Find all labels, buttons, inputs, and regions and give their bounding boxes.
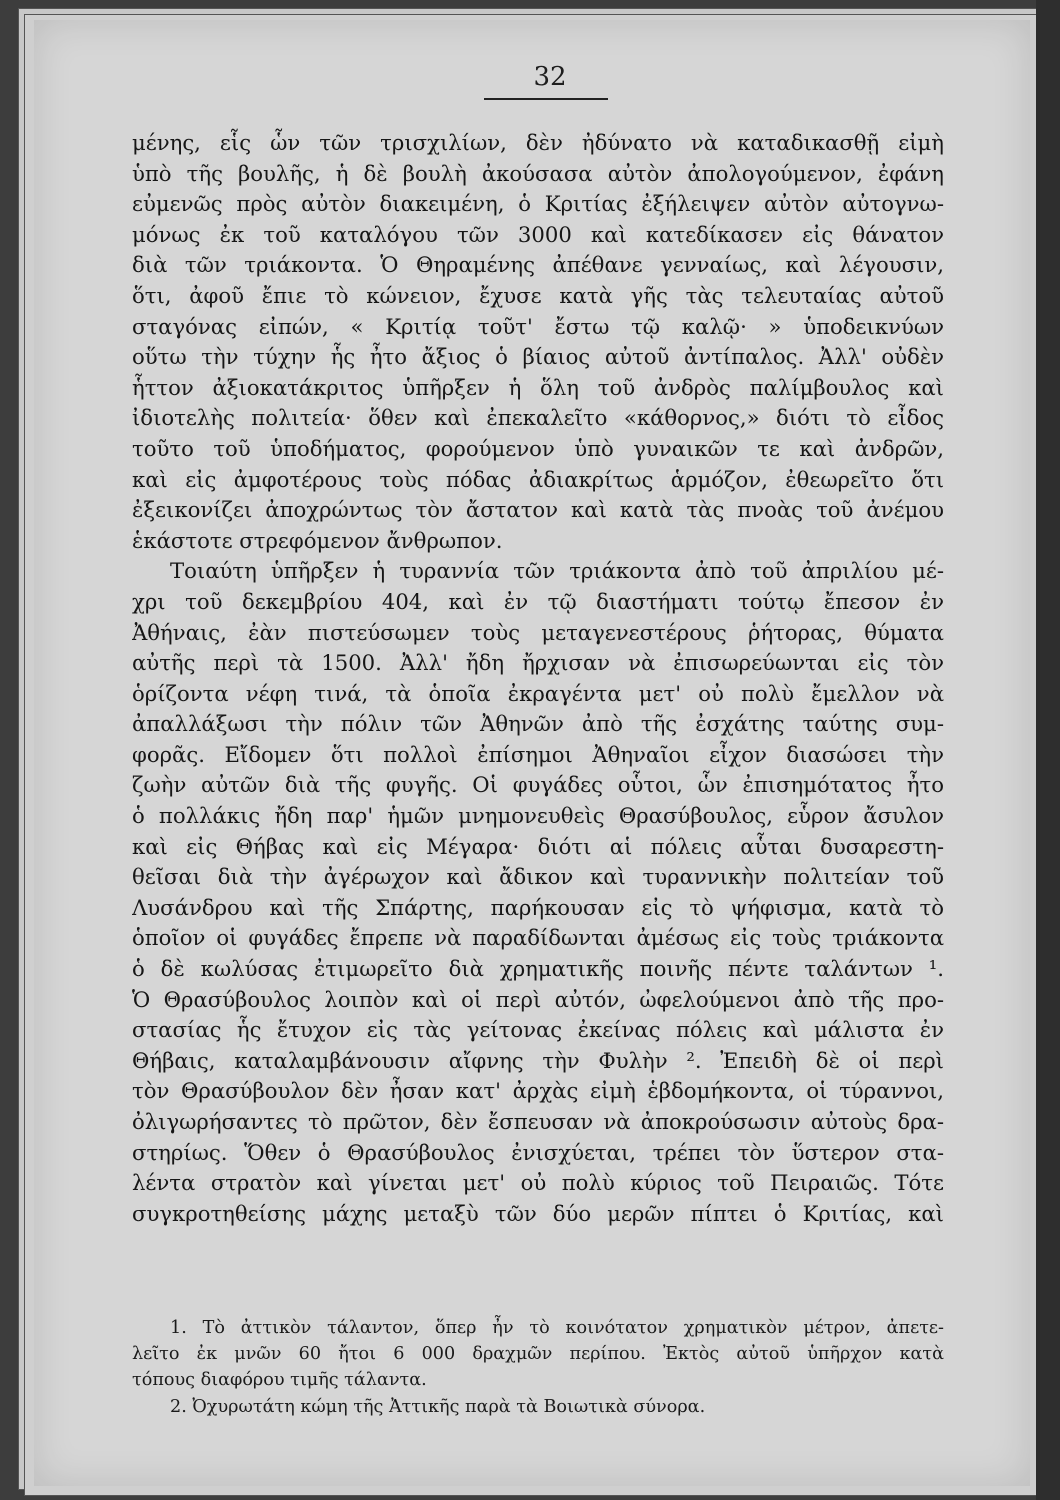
text-line: καὶ εἰς ἀμφοτέρους τοὺς πόδας ἀδιακρίτως ἁρμόζον, ἐθεωρεῖτο ὅτι [132,466,944,492]
footnote-line: τόπους διαφόρου τιμῆς τάλαντα. [132,1370,427,1391]
text-line: οὕτω τὴν τύχην ἧς ἦτο ἄξιος ὁ βίαιος αὐτοῦ ἀντίπαλος. Ἀλλ' οὐδὲν [132,344,944,370]
scan-edge [1036,0,1060,1500]
text-line: μένης, εἷς ὧν τῶν τρισχιλίων, δὲν ἠδύνατο νὰ καταδικασθῇ εἰμὴ [132,130,944,155]
text-line: ζωὴν αὐτῶν διὰ τῆς φυγῆς. Οἱ φυγάδες οὗτοι, ὧν ἐπισημότατος ἦτο [132,772,944,798]
text-line: Ὁ Θρασύβουλος λοιπὸν καὶ οἱ περὶ αὐτόν, ὠφελούμενοι ἀπὸ τῆς προ- [132,986,944,1012]
text-line: ἀπαλλάξωσι τὴν πόλιν τῶν Ἀθηνῶν ἀπὸ τῆς ἐσχάτης ταύτης συμ- [132,711,944,737]
text-line: ἐξεικονίζει ἀποχρώντως τὸν ἄστατον καὶ κατὰ τὰς πνοὰς τοῦ ἀνέμου [132,497,944,523]
body-text [132,128,944,1229]
text-line: διὰ τῶν τριάκοντα. Ὁ Θηραμένης ἀπέθανε γενναίως, καὶ λέγουσιν, [132,252,944,278]
text-line: μόνως ἐκ τοῦ καταλόγου τῶν 3000 καὶ κατεδίκασεν εἰς θάνατον [132,221,944,247]
text-line: αὐτῆς περὶ τὰ 1500. Ἀλλ' ἤδη ἤρχισαν νὰ ἐπισωρεύωνται εἰς τὸν [132,650,944,676]
text-line: θεῖσαι διὰ τὴν ἀγέρωχον καὶ ἄδικον καὶ τυραννικὴν πολιτείαν τοῦ [132,864,944,890]
text-line: συγκροτηθείσης μάχης μεταξὺ τῶν δύο μερῶν πίπτει ὁ Κριτίας, καὶ [132,1200,944,1226]
text-line: ὑπὸ τῆς βουλῆς, ἡ δὲ βουλὴ ἀκούσασα αὐτὸν ἀπολογούμενον, ἐφάνη [132,160,944,186]
text-line: στηρίως. Ὅθεν ὁ Θρασύβουλος ἐνισχύεται, τρέπει τὸν ὕστερον στα- [132,1139,944,1165]
page-number: 32 [533,62,567,92]
footnote-line: 2. Ὀχυρωτάτη κώμη τῆς Ἀττικῆς παρὰ τὰ Βοιωτικὰ σύνορα. [170,1396,706,1417]
book-page [34,20,1030,1486]
text-line: λέντα στρατὸν καὶ γίνεται μετ' οὐ πολὺ κύριος τοῦ Πειραιῶς. Τότε [132,1170,944,1196]
text-line: σταγόνας εἰπών, « Κριτίᾳ τοῦτ' ἔστω τῷ καλῷ· » ὑποδεικνύων [132,313,944,339]
text-line: ὅτι, ἀφοῦ ἔπιε τὸ κώνειον, ἔχυσε κατὰ γῆς τὰς τελευταίας αὐτοῦ [132,282,944,308]
text-line: ἰδιοτελὴς πολιτεία· ὅθεν καὶ ἐπεκαλεῖτο «κάθορνος,» διότι τὸ εἶδος [132,405,944,431]
text-line: τοῦτο τοῦ ὑποδήματος, φορούμενον ὑπὸ γυναικῶν τε καὶ ἀνδρῶν, [132,435,944,461]
footnote-line: 1. Τὸ ἀττικὸν τάλαντον, ὅπερ ἦν τὸ κοινότατον χρηματικὸν μέτρον, ἀπετε- [170,1318,944,1338]
footnotes [132,1315,944,1420]
text-line: Ἀθήναις, ἐὰν πιστεύσωμεν τοὺς μεταγενεστέρους ῥήτορας, θύματα [132,619,944,645]
header-rule [484,98,608,100]
footnote-line: λεῖτο ἐκ μνῶν 60 ἤτοι 6 000 δραχμῶν περίπου. Ἐκτὸς αὐτοῦ ὑπῆρχον κατὰ [132,1344,944,1365]
text-line: εὐμενῶς πρὸς αὐτὸν διακειμένη, ὁ Κριτίας ἐξήλειψεν αὐτὸν αὐτογνω- [132,191,944,217]
text-line: Τοιαύτη ὑπῆρξεν ἡ τυραννία τῶν τριάκοντα ἀπὸ τοῦ ἀπριλίου μέ- [170,558,944,584]
text-line: φορᾶς. Εἴδομεν ὅτι πολλοὶ ἐπίσημοι Ἀθηναῖοι εἶχον διασώσει τὴν [132,741,944,767]
text-line: ἑκάστοτε στρεφόμενον ἄνθρωπον. [132,527,503,553]
text-line: Λυσάνδρου καὶ τῆς Σπάρτης, παρήκουσαν εἰς τὸ ψήφισμα, κατὰ τὸ [132,894,944,920]
text-line: καὶ εἰς Θήβας καὶ εἰς Μέγαρα· διότι αἱ πόλεις αὗται δυσαρεστη- [132,833,944,859]
text-line: ὁ δὲ κωλύσας ἐτιμωρεῖτο διὰ χρηματικῆς ποινῆς πέντε ταλάντων ¹. [132,956,944,982]
text-line: στασίας ἧς ἔτυχον εἰς τὰς γείτονας ἐκείνας πόλεις καὶ μάλιστα ἐν [132,1017,944,1043]
text-line: ὀλιγωρήσαντες τὸ πρῶτον, δὲν ἔσπευσαν νὰ ἀποκρούσωσιν αὐτοὺς δρα- [132,1109,944,1134]
text-line: Θήβαις, καταλαμβάνουσιν αἴφνης τὴν Φυλὴν ². Ἐπειδὴ δὲ οἱ περὶ [132,1047,944,1073]
text-line: ἧττον ἀξιοκατάκριτος ὑπῆρξεν ἡ ὅλη τοῦ ἀνδρὸς παλίμβουλος καὶ [132,374,944,400]
text-line: ὁρίζοντα νέφη τινά, τὰ ὁποῖα ἐκραγέντα μετ' οὐ πολὺ ἔμελλον νὰ [132,680,944,706]
text-line: χρι τοῦ δεκεμβρίου 404, καὶ ἐν τῷ διαστήματι τούτῳ ἔπεσον ἐν [132,588,944,614]
text-line: ὁποῖον οἱ φυγάδες ἔπρεπε νὰ παραδίδωνται ἀμέσως εἰς τοὺς τριάκοντα [132,925,944,951]
text-line: τὸν Θρασύβουλον δὲν ἦσαν κατ' ἀρχὰς εἰμὴ ἑβδομήκοντα, οἱ τύραννοι, [132,1078,944,1104]
text-line: ὁ πολλάκις ἤδη παρ' ἡμῶν μνημονευθεὶς Θρασύβουλος, εὗρον ἄσυλον [132,803,944,829]
